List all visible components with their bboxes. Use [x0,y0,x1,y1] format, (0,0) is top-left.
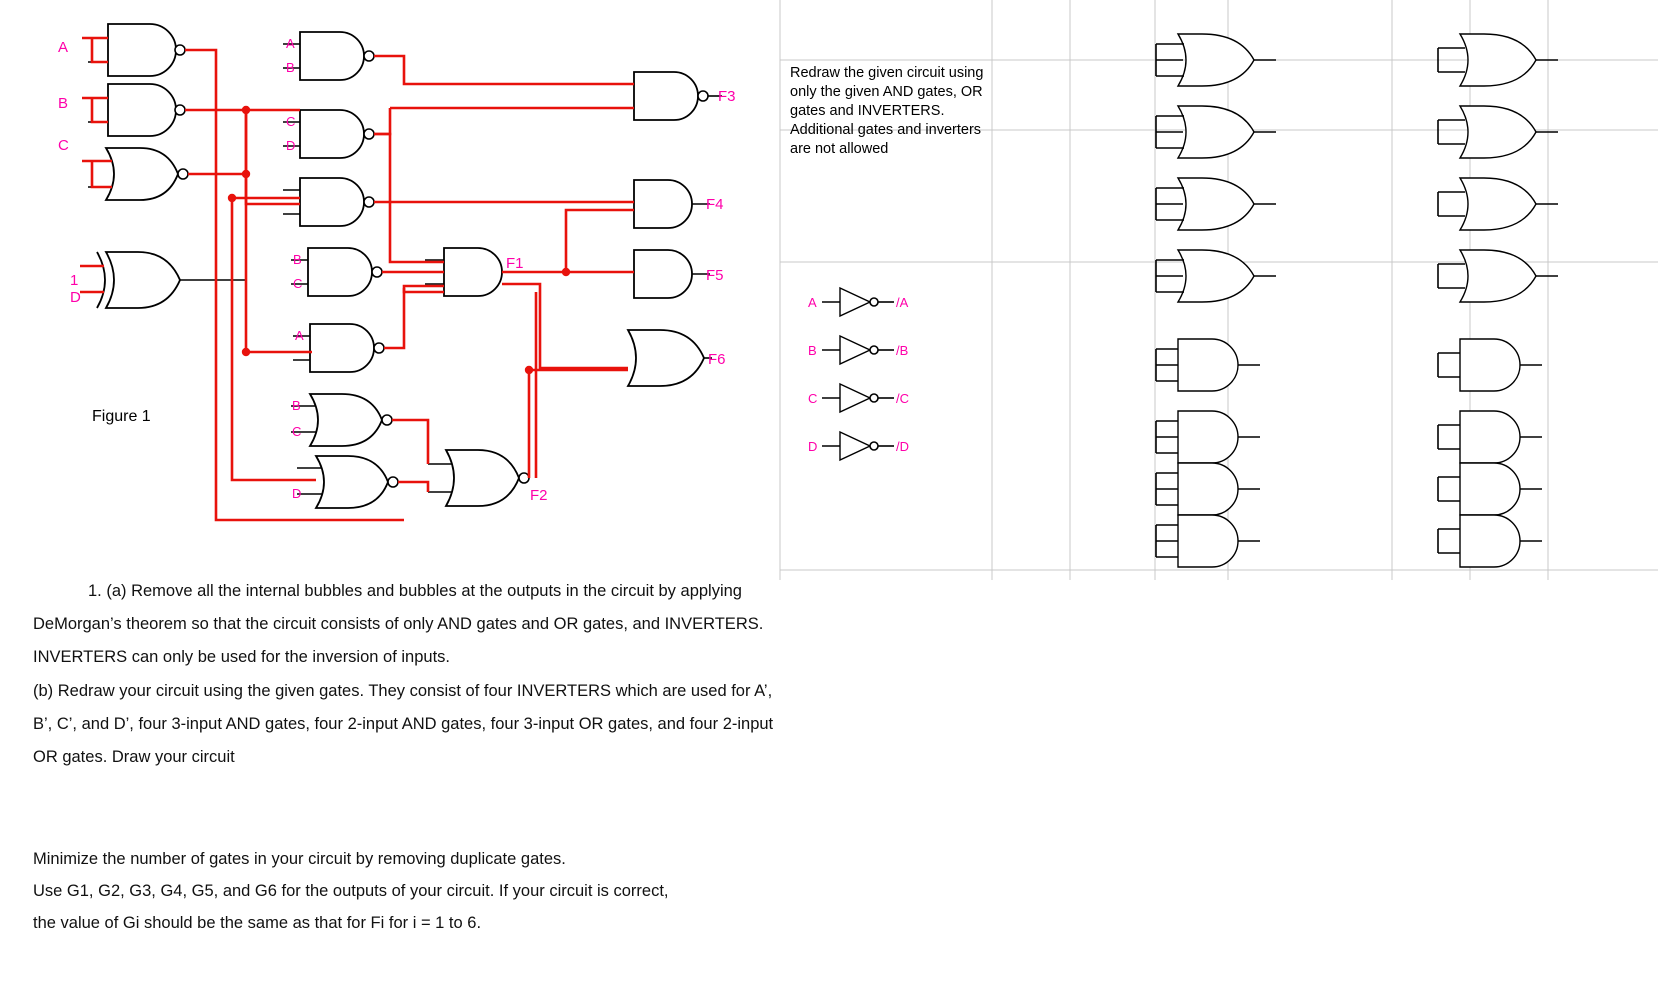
inverter-c-input-label: C [808,391,818,406]
gate2-input-label-a: A [286,36,295,51]
question-1a-text: 1. (a) Remove all the internal bubbles and bubbles at the outputs in the circuit by applying DeMorgan’s theorem so that the circuit consists of only AND gates and OR gates, and INVERTERS. INVERTERS can only be used for the inversion of inputs. [33,582,764,666]
figure-1-svg [0,0,800,570]
gate8-input-label-c: C [292,424,302,439]
or-gate-3in-1 [1156,34,1276,86]
figure-caption: Figure 1 [92,408,151,425]
gate3-input-label-d: D [286,138,296,153]
output-label-f1: F1 [506,255,524,272]
output-label-f5: F5 [706,267,724,284]
gate-nand-2 [283,32,374,80]
gate9-input-label-d: D [292,486,302,501]
gate-and-f4 [634,180,724,228]
inverter-c [808,384,909,412]
inverter-a-input-label: A [808,295,817,310]
inverter-c-output-label: /C [896,391,909,406]
input-label-c: C [58,137,69,154]
gate-xor-1d [82,252,245,308]
and-gate-2in-1 [1438,339,1542,391]
input-label-1: 1 [70,272,79,289]
inverter-b [808,336,908,364]
gate5-input-label-c: C [293,276,303,291]
and-gate-2in-column [1438,339,1542,567]
input-label-b: B [58,95,69,112]
inverter-d [808,432,909,460]
or-gate-2in-4 [1438,250,1558,302]
output-label-f6: F6 [708,351,726,368]
gate-or-f6 [628,330,726,386]
output-label-f3: F3 [718,88,736,105]
and-gate-2in-2 [1438,411,1542,463]
gate-nor-9 [292,456,398,508]
or-gate-2in-3 [1438,178,1558,230]
or-gate-2in-2 [1438,106,1558,158]
gate-nand-7 [293,324,384,372]
gate7-input-label-a: A [295,328,304,343]
minimize-line-3: the value of Gi should be the same as that for Fi for i = 1 to 6. [33,914,482,932]
inverter-a-output-label: /A [896,295,909,310]
or-gate-3in-2 [1156,106,1276,158]
input-label-a: A [58,39,69,56]
output-label-f4: F4 [706,196,724,213]
inverter-d-output-label: /D [896,439,909,454]
or-gate-3in-4 [1156,250,1276,302]
and-gate-2in-4 [1438,515,1542,567]
worksheet-instruction: Redraw the given circuit using only the given AND gates, OR gates and INVERTERS. Additional gates and inverters are not allowed [790,65,984,157]
and-gate-2in-3 [1438,463,1542,515]
inverter-a [808,288,909,316]
and-gate-3in-3 [1156,463,1260,515]
and-gate-3in-1 [1156,339,1260,391]
minimize-line-2: Use G1, G2, G3, G4, G5, and G6 for the outputs of your circuit. If your circuit is correct, [33,882,669,900]
figure-1-circuit [0,0,800,570]
gate-nand-5 [291,248,382,296]
and-gate-3in-2 [1156,411,1260,463]
gate-nor-8 [291,394,392,446]
inverter-b-input-label: B [808,343,817,358]
gate-nand-f3 [634,72,736,120]
gate2-input-label-b: B [286,60,295,75]
inverter-column [808,288,909,460]
and-gate-3in-4 [1156,515,1260,567]
input-label-d: D [70,289,81,306]
or-gate-3in-3 [1156,178,1276,230]
inverter-b-output-label: /B [896,343,909,358]
minimize-line-1: Minimize the number of gates in your circuit by removing duplicate gates. [33,850,566,868]
question-1b-text: (b) Redraw your circuit using the given gates. They consist of four INVERTERS which are used for A’, B’, C’, and D’, four 3-input AND gates, four 2-input AND gates, four 3-input OR gates, and four 2-input OR gates. Draw your circuit [33,682,774,766]
gate-nand-4 [283,178,374,226]
gate-and-f5 [634,250,724,298]
and-gate-3in-column [1156,339,1260,567]
gate8-input-label-b: B [292,398,301,413]
gate3-input-label-c: C [286,114,296,129]
gate5-input-label-b: B [293,252,302,267]
output-label-f2: F2 [530,487,548,504]
inverter-d-input-label: D [808,439,818,454]
gate-nand-3 [283,110,374,158]
